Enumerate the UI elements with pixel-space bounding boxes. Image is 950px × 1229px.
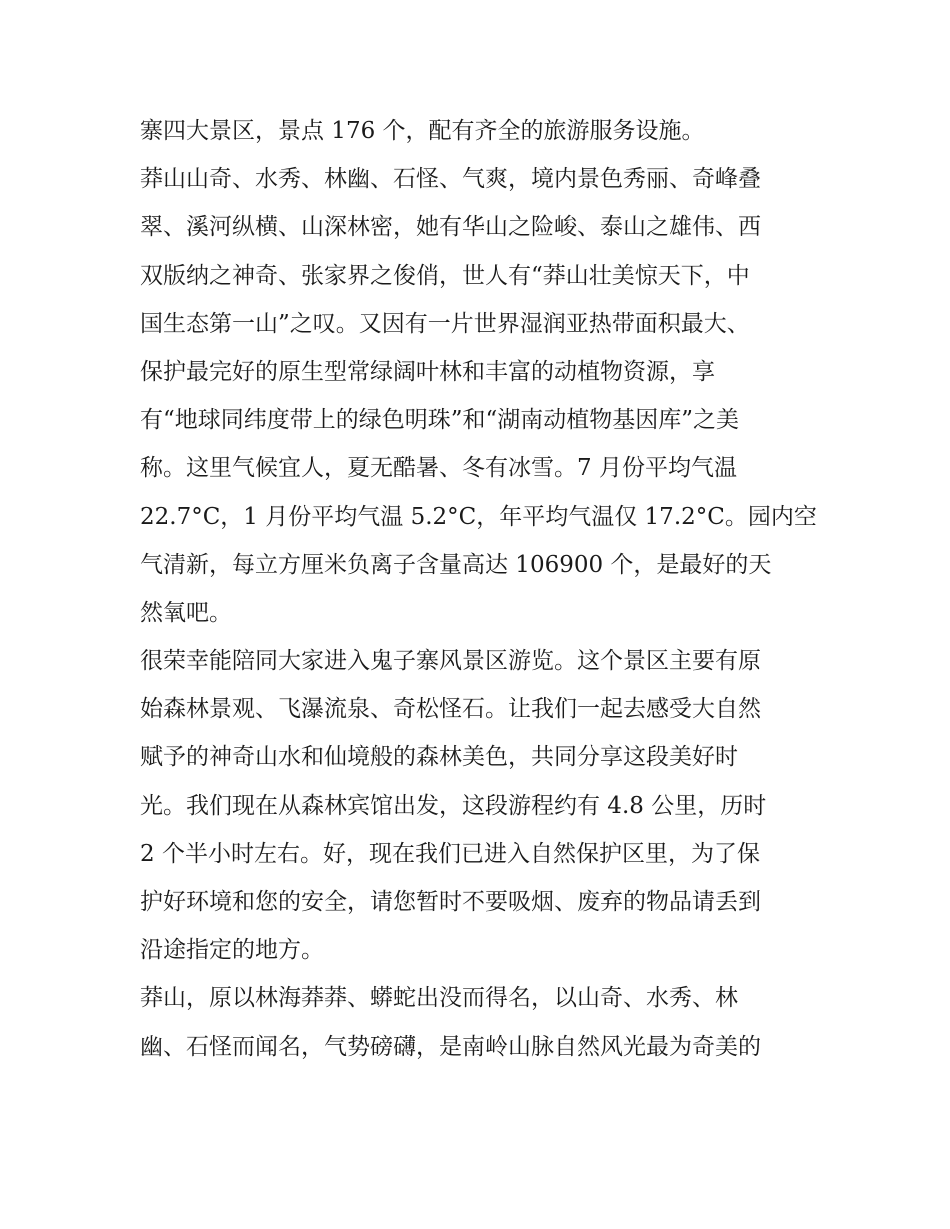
- text-line: 然氧吧。: [140, 599, 232, 626]
- text-line: 始森林景观、飞瀑流泉、奇松怪石。让我们一起去感受大自然: [140, 696, 761, 723]
- text-line: 光。我们现在从森林宾馆出发，这段游程约有 4.8 公里，历时: [140, 792, 767, 819]
- text-line: 气清新，每立方厘米负离子含量高达 106900 个，是最好的天: [140, 551, 772, 578]
- text-line: 很荣幸能陪同大家进入鬼子寨风景区游览。这个景区主要有原: [140, 648, 761, 675]
- text-line: 幽、石怪而闻名，气势磅礴，是南岭山脉自然风光最为奇美的: [140, 1033, 761, 1060]
- text-line: 沿途指定的地方。: [140, 937, 324, 964]
- text-line: 莽山山奇、水秀、林幽、石怪、气爽，境内景色秀丽、奇峰叠: [140, 166, 761, 193]
- document-body: [140, 107, 830, 1071]
- text-line: 翠、溪河纵横、山深林密，她有华山之险峻、泰山之雄伟、西: [140, 214, 761, 241]
- text-line: 寨四大景区，景点 176 个，配有齐全的旅游服务设施。: [140, 118, 705, 144]
- text-line: 称。这里气候宜人，夏无酷暑、冬有冰雪。7 月份平均气温: [140, 455, 737, 482]
- text-line: 有“地球同纬度带上的绿色明珠”和“湖南动植物基因库”之美: [140, 407, 740, 434]
- text-line: 国生态第一山”之叹。又因有一片世界湿润亚热带面积最大、: [140, 310, 750, 337]
- text-line: 护好环境和您的安全，请您暂时不要吸烟、废弃的物品请丢到: [140, 889, 761, 915]
- text-line: 22.7°C，1 月份平均气温 5.2°C，年平均气温仅 17.2°C。园内空: [140, 503, 817, 530]
- text-line: 保护最完好的原生型常绿阔叶林和丰富的动植物资源，享: [140, 358, 715, 385]
- text-line: 莽山，原以林海莽莽、蟒蛇出没而得名，以山奇、水秀、林: [140, 985, 738, 1012]
- text-line: 双版纳之神奇、张家界之俊俏，世人有“莽山壮美惊天下，中: [140, 262, 750, 289]
- text-line: 2 个半小时左右。好，现在我们已进入自然保护区里，为了保: [140, 840, 760, 867]
- text-line: 赋予的神奇山水和仙境般的森林美色，共同分享这段美好时: [140, 744, 738, 771]
